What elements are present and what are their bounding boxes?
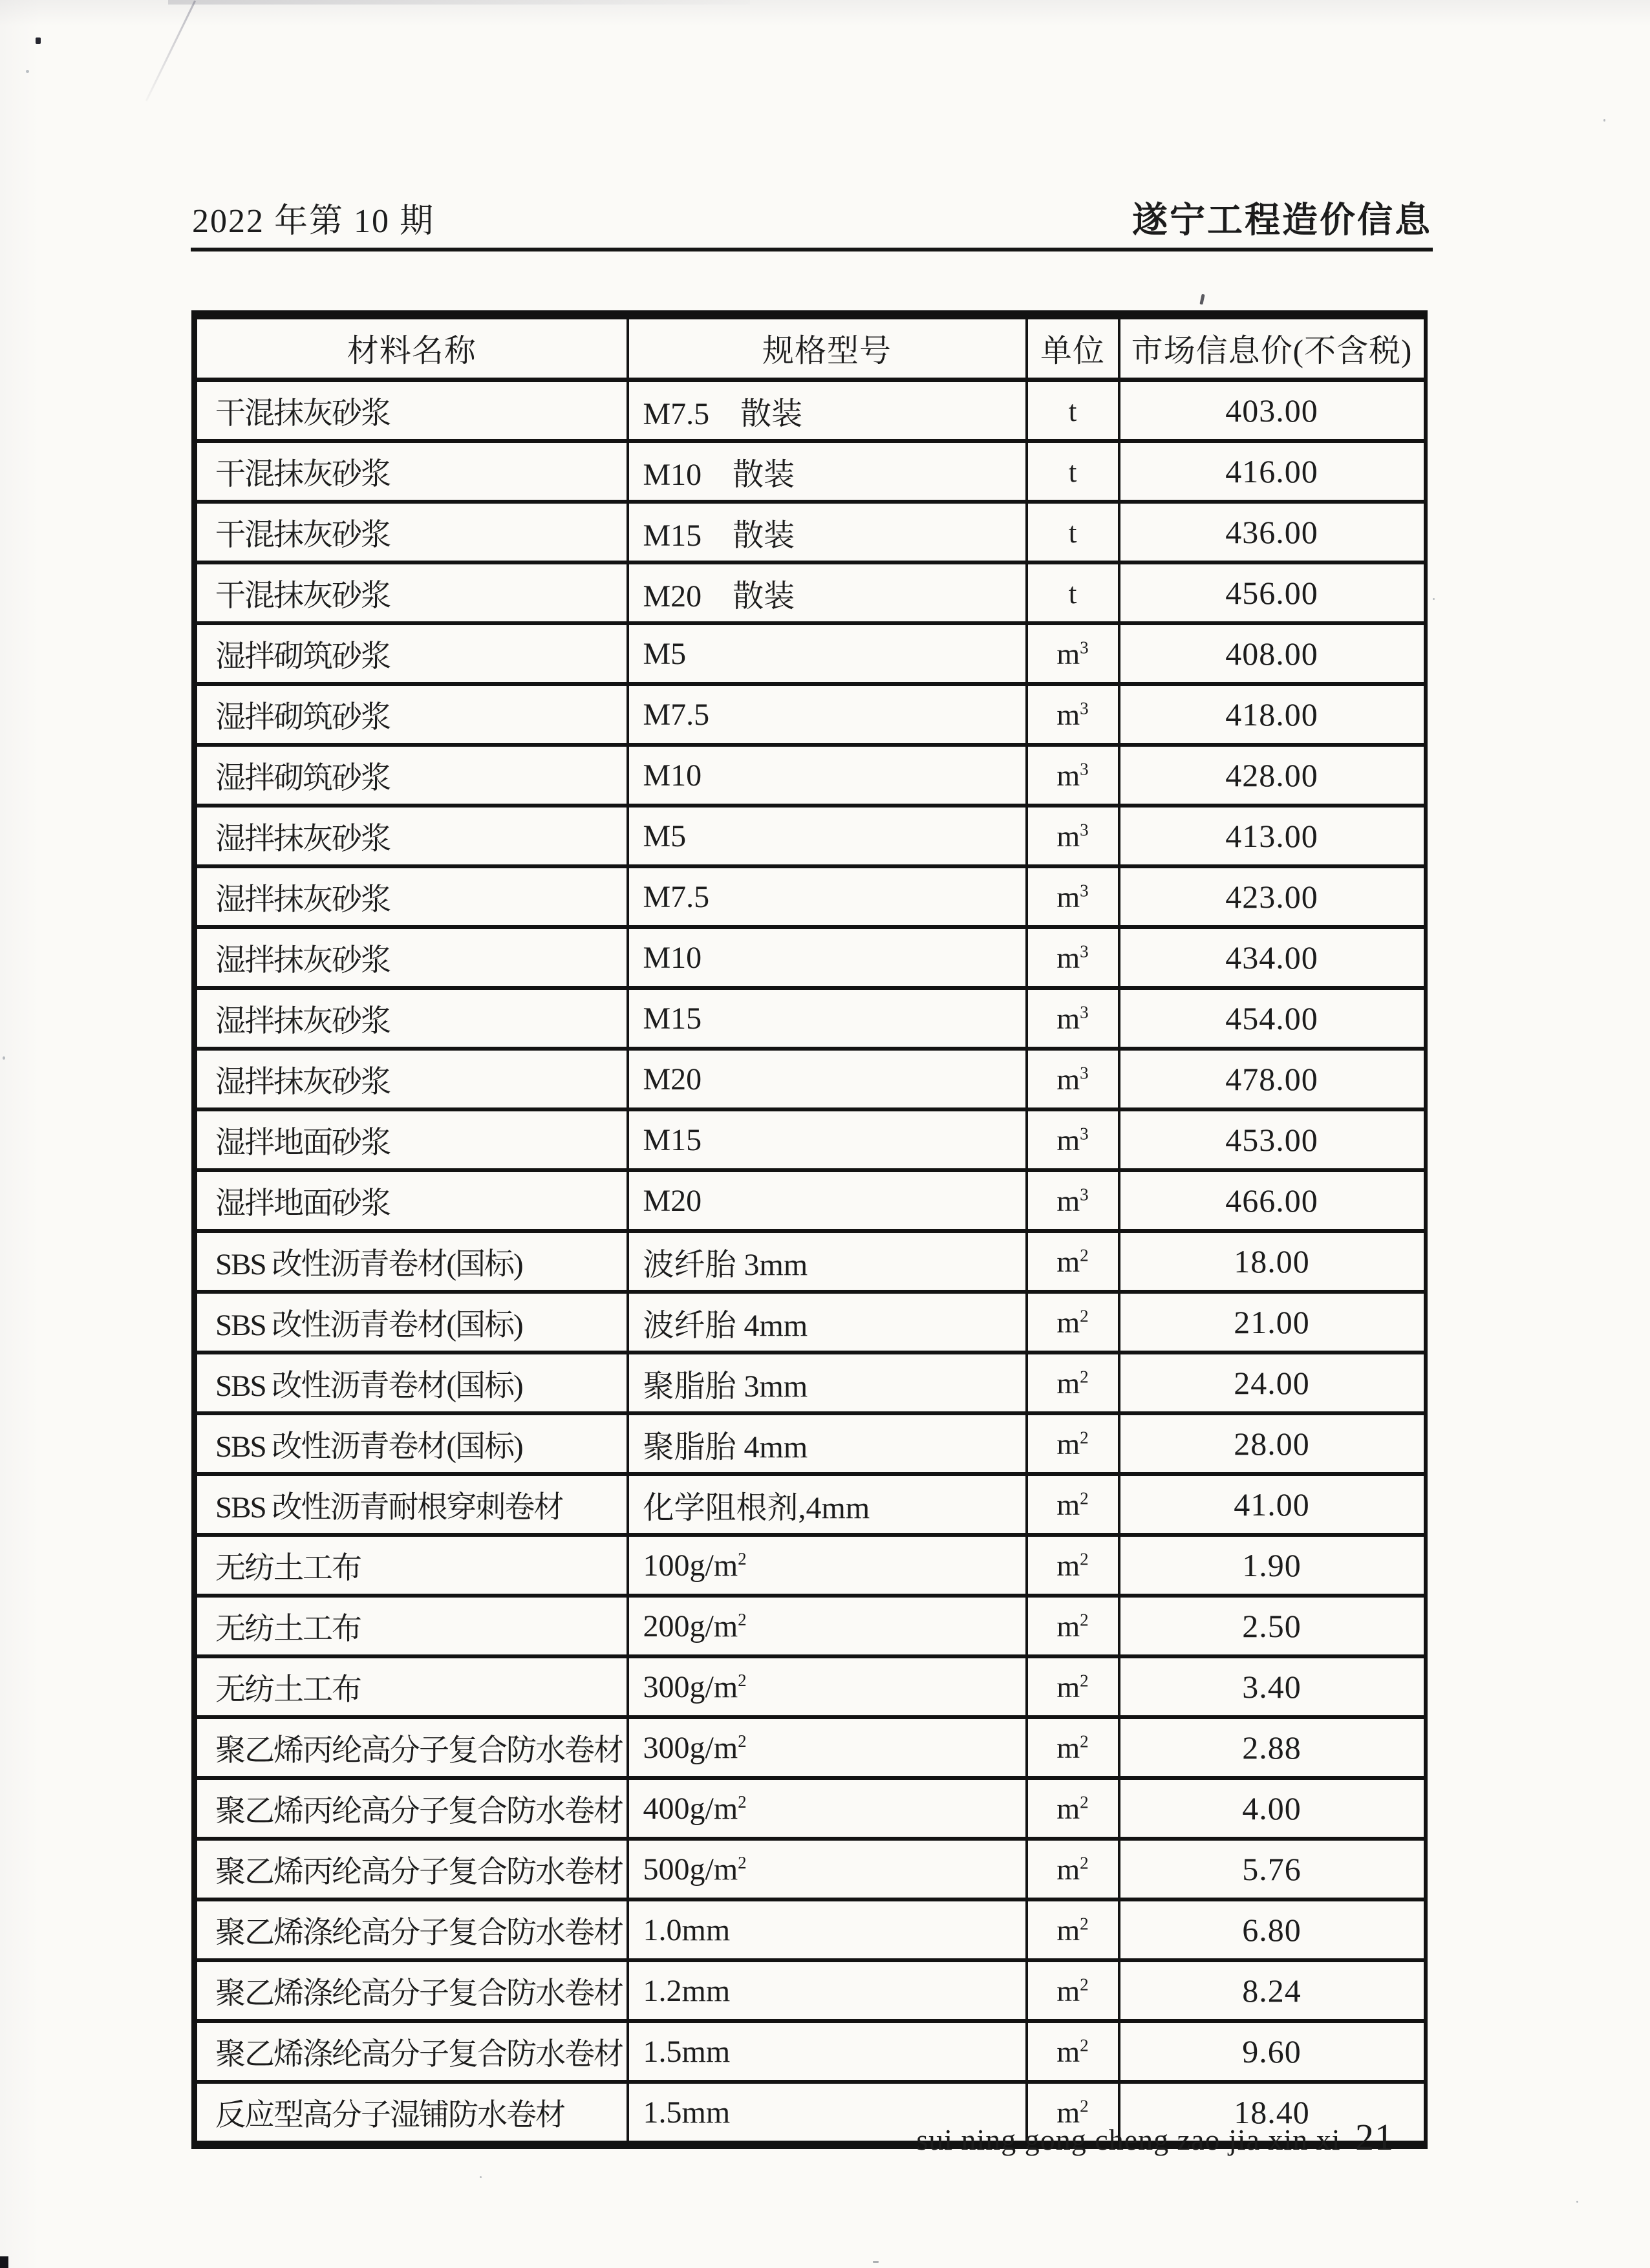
scan-speck [1576, 2201, 1578, 2203]
table-row [195, 1839, 1426, 1899]
price-table-wrap [191, 310, 1428, 2149]
cell-price: 41.00 [1119, 1474, 1426, 1535]
cell-price: 428.00 [1119, 745, 1426, 806]
cell-spec: M15 [628, 988, 1027, 1049]
cell-material: 干混抹灰砂浆 [195, 441, 628, 502]
cell-price: 18.00 [1119, 1231, 1426, 1292]
cell-price: 466.00 [1119, 1170, 1426, 1231]
cell-spec: 波纤胎 3mm [628, 1231, 1027, 1292]
cell-spec: $300g/m^2$ [628, 1717, 1027, 1778]
table-row [195, 806, 1426, 866]
scan-speck [36, 37, 41, 44]
scan-corner-mark [0, 2256, 8, 2268]
scan-speck [480, 2176, 482, 2178]
scan-speck [1199, 294, 1205, 305]
cell-unit: $m^2$ [1027, 1353, 1119, 1413]
table-row [195, 1656, 1426, 1717]
cell-spec: M10 [628, 927, 1027, 988]
cell-price: 453.00 [1119, 1109, 1426, 1170]
cell-unit: $m^2$ [1027, 1292, 1119, 1353]
table-row [195, 866, 1426, 927]
cell-price: 478.00 [1119, 1049, 1426, 1109]
col-header-price: 市场信息价(不含税) [1119, 315, 1426, 380]
cell-price: 423.00 [1119, 866, 1426, 927]
cell-unit: $m^2$ [1027, 1839, 1119, 1899]
table-row [195, 927, 1426, 988]
cell-spec: M15 散装 [628, 502, 1027, 562]
table-row [195, 2021, 1426, 2082]
cell-spec: $500g/m^2$ [628, 1839, 1027, 1899]
cell-price: 408.00 [1119, 623, 1426, 684]
cell-material: 无纺土工布 [195, 1596, 628, 1656]
cell-unit: $m^3$ [1027, 927, 1119, 988]
scan-speck [1433, 598, 1435, 600]
cell-spec: 化学阻根剂,4mm [628, 1474, 1027, 1535]
cell-price: 418.00 [1119, 684, 1426, 745]
cell-material: 湿拌地面砂浆 [195, 1170, 628, 1231]
cell-unit: $m^3$ [1027, 1109, 1119, 1170]
cell-unit: $m^3$ [1027, 684, 1119, 745]
footer-pinyin: sui ning gong cheng zao jia xin xi [916, 2123, 1341, 2156]
cell-material: 湿拌砌筑砂浆 [195, 745, 628, 806]
table-row [195, 1474, 1426, 1535]
cell-price: 21.00 [1119, 1292, 1426, 1353]
table-row [195, 1170, 1426, 1231]
page-footer [916, 2115, 1394, 2159]
table-row [195, 745, 1426, 806]
cell-unit: $m^3$ [1027, 866, 1119, 927]
cell-spec: $300g/m^2$ [628, 1656, 1027, 1717]
cell-material: 聚乙烯丙纶高分子复合防水卷材 [195, 1839, 628, 1899]
table-row [195, 380, 1426, 442]
scan-speck [26, 70, 29, 73]
cell-material: 聚乙烯丙纶高分子复合防水卷材 [195, 1717, 628, 1778]
table-body [195, 380, 1426, 2145]
cell-unit: $m^2$ [1027, 1717, 1119, 1778]
cell-unit: $m^3$ [1027, 1049, 1119, 1109]
cell-price: 454.00 [1119, 988, 1426, 1049]
cell-material: 干混抹灰砂浆 [195, 502, 628, 562]
scan-streak [145, 1, 196, 102]
cell-material: 湿拌抹灰砂浆 [195, 927, 628, 988]
cell-material: 湿拌砌筑砂浆 [195, 684, 628, 745]
cell-spec: 1.0mm [628, 1899, 1027, 1960]
cell-unit: $m^2$ [1027, 1413, 1119, 1474]
cell-spec: M7.5 散装 [628, 380, 1027, 442]
cell-unit: $m^3$ [1027, 806, 1119, 866]
table-row [195, 1109, 1426, 1170]
cell-material: 湿拌抹灰砂浆 [195, 988, 628, 1049]
price-table [191, 310, 1428, 2149]
cell-spec: M10 散装 [628, 441, 1027, 502]
cell-material: 湿拌抹灰砂浆 [195, 1049, 628, 1109]
cell-unit: $m^2$ [1027, 1960, 1119, 2021]
cell-material: SBS 改性沥青卷材(国标) [195, 1413, 628, 1474]
cell-spec: 1.5mm [628, 2082, 1027, 2145]
scan-speck [873, 2261, 879, 2263]
cell-spec: $200g/m^2$ [628, 1596, 1027, 1656]
cell-unit: $m^2$ [1027, 1596, 1119, 1656]
cell-unit: $m^2$ [1027, 1899, 1119, 1960]
cell-material: 无纺土工布 [195, 1535, 628, 1596]
cell-spec: 1.2mm [628, 1960, 1027, 2021]
cell-price: 436.00 [1119, 502, 1426, 562]
cell-material: SBS 改性沥青卷材(国标) [195, 1292, 628, 1353]
scan-speck [3, 1056, 5, 1060]
cell-unit: t [1027, 562, 1119, 623]
col-header-material: 材料名称 [195, 315, 628, 380]
cell-material: 聚乙烯丙纶高分子复合防水卷材 [195, 1778, 628, 1839]
table-row [195, 1413, 1426, 1474]
cell-price: 9.60 [1119, 2021, 1426, 2082]
cell-unit: $m^2$ [1027, 1656, 1119, 1717]
cell-material: 湿拌地面砂浆 [195, 1109, 628, 1170]
table-row [195, 1049, 1426, 1109]
cell-unit: $m^3$ [1027, 623, 1119, 684]
cell-spec: M7.5 [628, 866, 1027, 927]
cell-price: 8.24 [1119, 1960, 1426, 2021]
masthead-rule [191, 248, 1433, 251]
footer-page-number: 21 [1355, 2116, 1394, 2158]
table-row [195, 562, 1426, 623]
cell-price: 413.00 [1119, 806, 1426, 866]
table-row [195, 1231, 1426, 1292]
cell-material: 湿拌砌筑砂浆 [195, 623, 628, 684]
cell-unit: t [1027, 502, 1119, 562]
table-row [195, 1596, 1426, 1656]
cell-unit: $m^2$ [1027, 2082, 1119, 2145]
cell-price: 3.40 [1119, 1656, 1426, 1717]
cell-price: 403.00 [1119, 380, 1426, 442]
cell-unit: $m^2$ [1027, 1474, 1119, 1535]
col-header-spec: 规格型号 [628, 315, 1027, 380]
cell-unit: $m^3$ [1027, 988, 1119, 1049]
cell-spec: 聚脂胎 3mm [628, 1353, 1027, 1413]
cell-unit: t [1027, 380, 1119, 442]
cell-material: SBS 改性沥青卷材(国标) [195, 1231, 628, 1292]
cell-material: 湿拌抹灰砂浆 [195, 866, 628, 927]
cell-price: 5.76 [1119, 1839, 1426, 1899]
table-row [195, 623, 1426, 684]
cell-material: SBS 改性沥青卷材(国标) [195, 1353, 628, 1413]
table-row [195, 441, 1426, 502]
publication-title: 遂宁工程造价信息 [1131, 200, 1432, 240]
cell-price: 2.50 [1119, 1596, 1426, 1656]
cell-price: 1.90 [1119, 1535, 1426, 1596]
scan-edge-smudge [168, 0, 750, 5]
cell-material: 湿拌抹灰砂浆 [195, 806, 628, 866]
cell-price: 24.00 [1119, 1353, 1426, 1413]
table-row [195, 684, 1426, 745]
cell-price: 4.00 [1119, 1778, 1426, 1839]
table-header-row [195, 315, 1426, 380]
cell-unit: $m^2$ [1027, 2021, 1119, 2082]
cell-material: 干混抹灰砂浆 [195, 380, 628, 442]
cell-material: SBS 改性沥青耐根穿刺卷材 [195, 1474, 628, 1535]
table-row [195, 1778, 1426, 1839]
cell-price: 434.00 [1119, 927, 1426, 988]
scan-speck [1603, 119, 1605, 122]
cell-spec: M5 [628, 806, 1027, 866]
cell-material: 聚乙烯涤纶高分子复合防水卷材 [195, 1899, 628, 1960]
cell-spec: M15 [628, 1109, 1027, 1170]
cell-price: 18.40 [1119, 2082, 1426, 2145]
issue-label: 2022 年第 10 期 [192, 203, 435, 240]
cell-material: 反应型高分子湿铺防水卷材 [195, 2082, 628, 2145]
cell-unit: $m^3$ [1027, 745, 1119, 806]
cell-material: 干混抹灰砂浆 [195, 562, 628, 623]
cell-price: 28.00 [1119, 1413, 1426, 1474]
cell-spec: M5 [628, 623, 1027, 684]
cell-spec: M20 [628, 1170, 1027, 1231]
table-row [195, 1535, 1426, 1596]
cell-price: 456.00 [1119, 562, 1426, 623]
cell-unit: $m^2$ [1027, 1778, 1119, 1839]
cell-spec: $100g/m^2$ [628, 1535, 1027, 1596]
cell-unit: $m^2$ [1027, 1231, 1119, 1292]
col-header-unit: 单位 [1027, 315, 1119, 380]
table-row [195, 1899, 1426, 1960]
table-row [195, 1353, 1426, 1413]
cell-spec: 聚脂胎 4mm [628, 1413, 1027, 1474]
cell-price: 2.88 [1119, 1717, 1426, 1778]
cell-material: 无纺土工布 [195, 1656, 628, 1717]
cell-spec: M20 [628, 1049, 1027, 1109]
table-row [195, 1717, 1426, 1778]
cell-spec: 波纤胎 4mm [628, 1292, 1027, 1353]
cell-price: 6.80 [1119, 1899, 1426, 1960]
masthead [192, 191, 1432, 242]
table-row [195, 502, 1426, 562]
cell-unit: $m^3$ [1027, 1170, 1119, 1231]
table-row [195, 1960, 1426, 2021]
cell-spec: M10 [628, 745, 1027, 806]
cell-material: 聚乙烯涤纶高分子复合防水卷材 [195, 1960, 628, 2021]
cell-material: 聚乙烯涤纶高分子复合防水卷材 [195, 2021, 628, 2082]
cell-unit: t [1027, 441, 1119, 502]
cell-price: 416.00 [1119, 441, 1426, 502]
cell-spec: M20 散装 [628, 562, 1027, 623]
cell-spec: $400g/m^2$ [628, 1778, 1027, 1839]
cell-spec: M7.5 [628, 684, 1027, 745]
table-row [195, 1292, 1426, 1353]
cell-spec: 1.5mm [628, 2021, 1027, 2082]
table-row [195, 988, 1426, 1049]
cell-unit: $m^2$ [1027, 1535, 1119, 1596]
